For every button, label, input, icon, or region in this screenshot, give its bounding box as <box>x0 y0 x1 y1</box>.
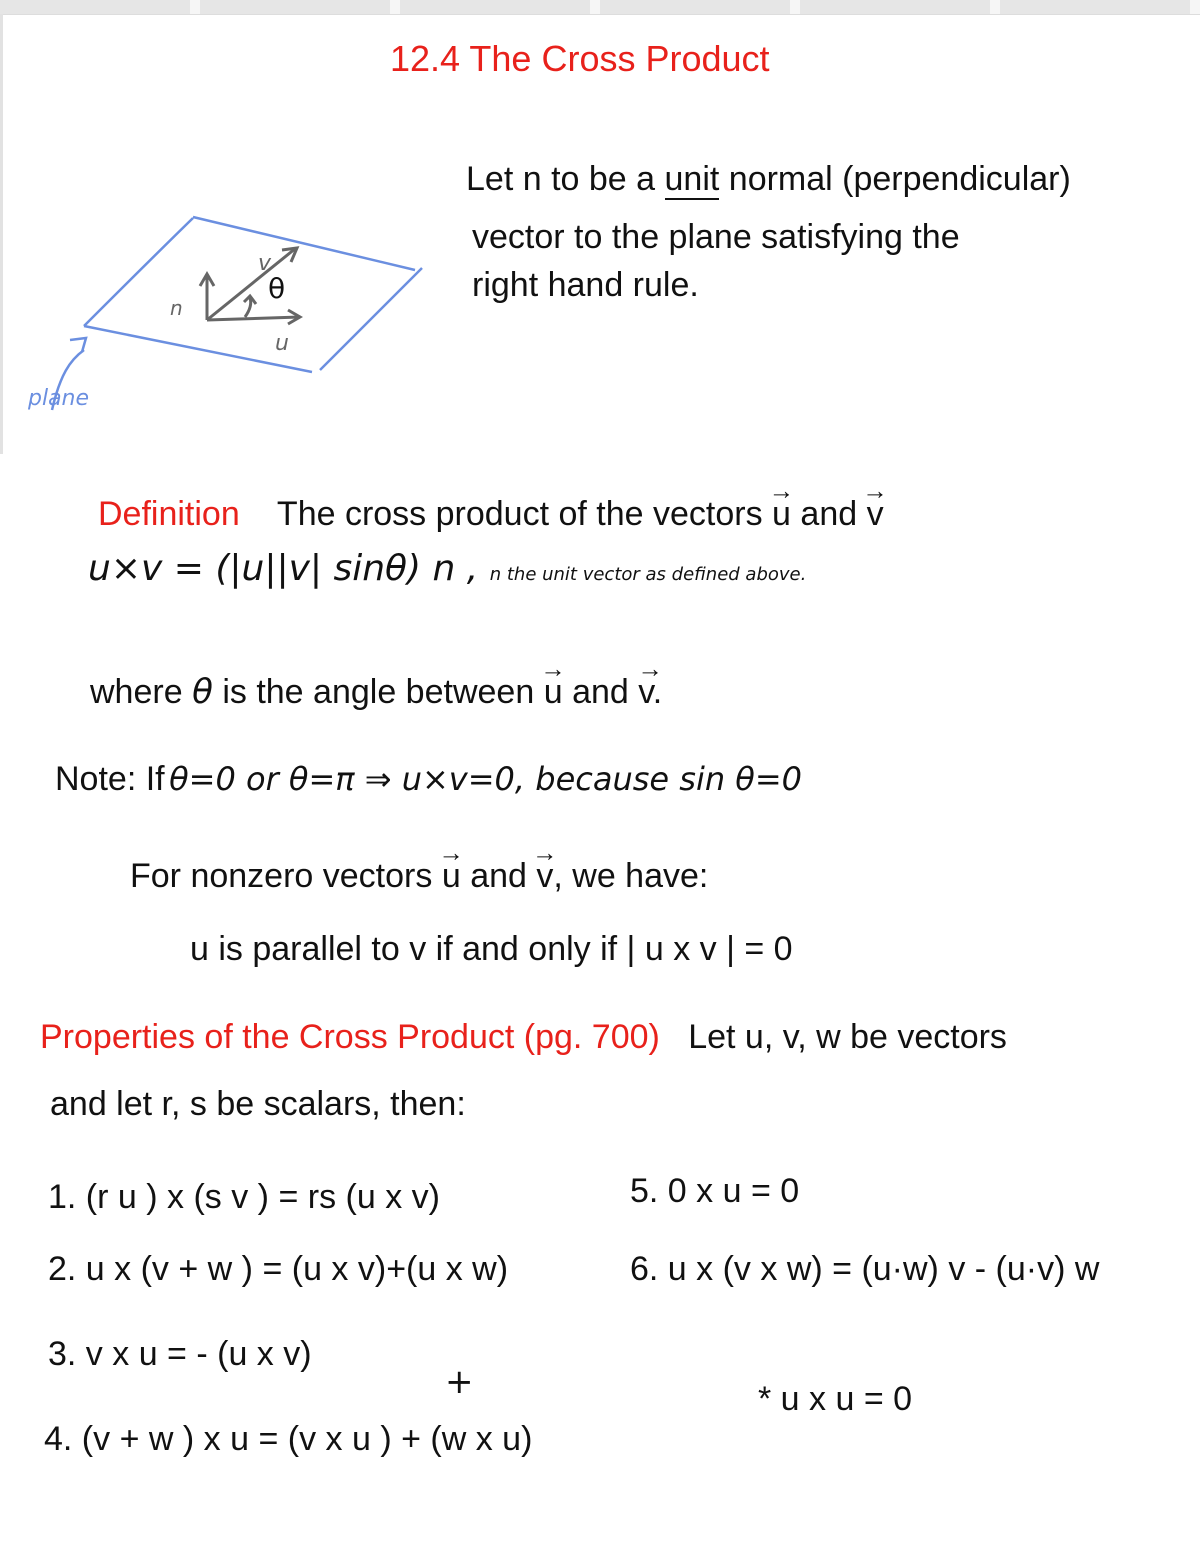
property-6: 6. u x (v x w) = (u·w) v - (u·v) w <box>630 1250 1100 1288</box>
property-extra: * u x u = 0 <box>758 1380 913 1418</box>
parallel-line-2: u is parallel to v if and only if | u x v | = 0 <box>190 930 793 968</box>
intro-line-1: Let n to be a unit normal (perpendicular) <box>466 160 1071 198</box>
theta-label: θ <box>268 272 286 305</box>
intro-line-3: right hand rule. <box>472 266 699 304</box>
page-title: 12.4 The Cross Product <box>390 38 770 79</box>
v-label: v <box>258 251 272 276</box>
plane-label: plane <box>28 386 90 411</box>
where-line: where θ is the angle between → u and → v. <box>90 672 662 712</box>
definition-formula: u×v = (|u||v| sinθ) n , n the unit vector as defined above. <box>88 548 807 589</box>
property-2: 2. u x (v + w ) = (u x v)+(u x w) <box>48 1250 509 1288</box>
parallel-line-1: For nonzero vectors → u and → v, we have: <box>130 857 708 896</box>
plane-diagram <box>0 200 450 430</box>
definition-line: Definition The cross product of the vectors → u and → v <box>98 495 884 534</box>
top-border-strip <box>0 0 1200 15</box>
plane-outline <box>52 217 422 410</box>
property-4: 4. (v + w ) x u = (v x u ) + (w x u) <box>44 1420 533 1458</box>
property-5: 5. 0 x u = 0 <box>630 1172 800 1210</box>
u-label: u <box>275 331 289 356</box>
note-line: Note: If θ=0 or θ=π ⇒ u×v=0, because sin θ=0 <box>55 760 803 798</box>
properties-line-2: and let r, s be scalars, then: <box>50 1085 466 1123</box>
handwritten-plus: + <box>445 1362 474 1402</box>
n-label: n <box>170 296 183 320</box>
property-3: 3. v x u = - (u x v) <box>48 1335 312 1373</box>
properties-heading: Properties of the Cross Product (pg. 700) Let u, v, w be vectors <box>40 1018 1007 1056</box>
intro-line-2: vector to the plane satisfying the <box>472 218 960 256</box>
property-1: 1. (r u ) x (s v ) = rs (u x v) <box>48 1178 440 1216</box>
definition-label: Definition <box>98 495 240 533</box>
